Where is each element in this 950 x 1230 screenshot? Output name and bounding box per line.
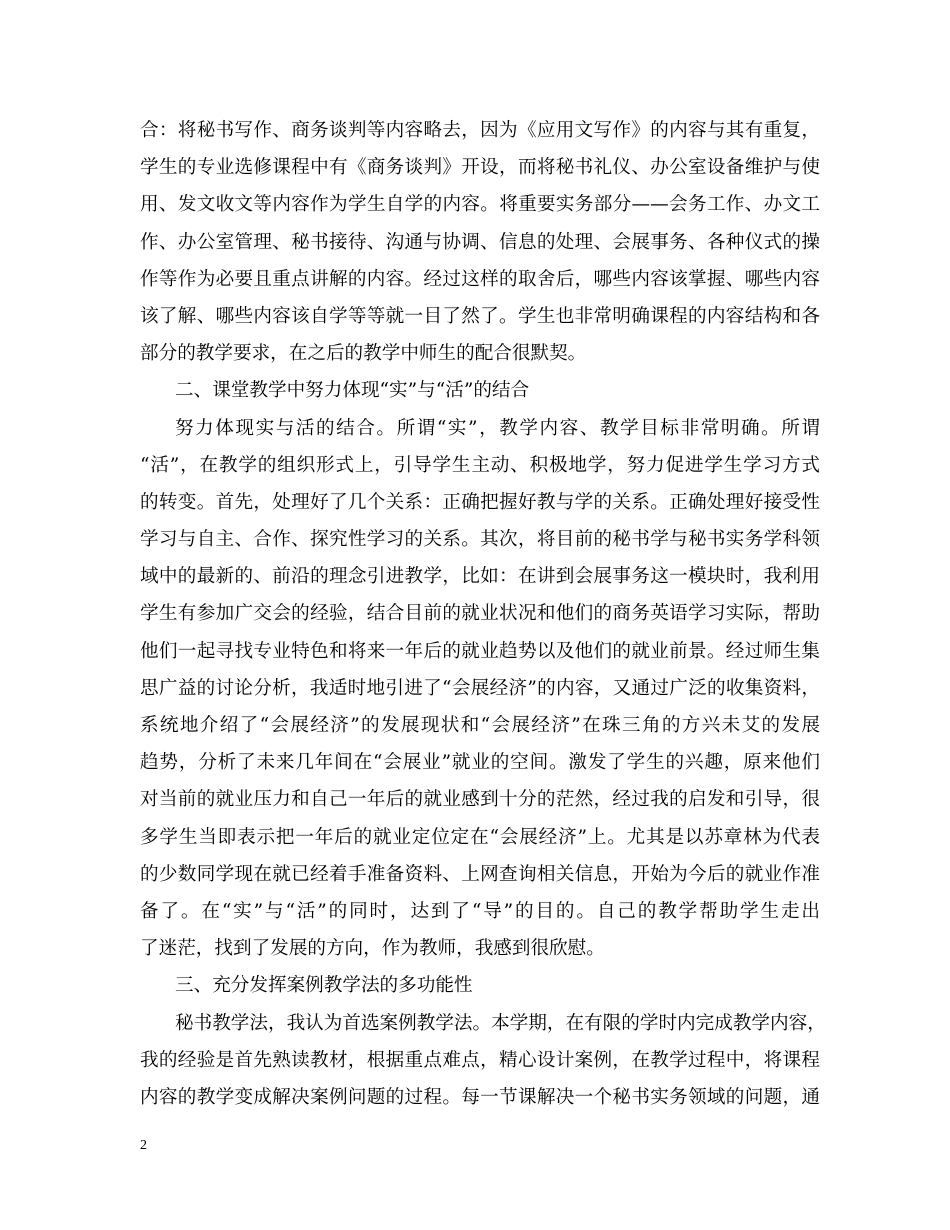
text-line: 合：将秘书写作、商务谈判等内容略去，因为《应用文写作》的内容与其有重复，: [140, 120, 820, 141]
text-line: “活”，在教学的组织形式上，引导学生主动、积极地学，努力促进学生学习方式: [140, 454, 820, 476]
text-line: 趋势，分析了未来几年间在“会展业”就业的空间。激发了学生的兴趣，原来他们: [140, 752, 820, 774]
text-line: 备了。在“实”与“活”的同时，达到了“导”的目的。自己的教学帮助学生走出: [140, 900, 820, 922]
text-line: 对当前的就业压力和自己一年后的就业感到十分的茫然，经过我的启发和引导，很: [140, 789, 820, 811]
text-line: 他们一起寻找专业特色和将来一年后的就业趋势以及他们的就业前景。经过师生集: [140, 640, 820, 662]
text-line: 系统地介绍了“会展经济”的发展现状和“会展经济”在珠三角的方兴未艾的发展: [140, 715, 820, 736]
text-line: 努力体现实与活的结合。所谓“实”，教学内容、教学目标非常明确。所谓: [175, 417, 820, 439]
text-line: 作等作为必要且重点讲解的内容。经过这样的取舍后，哪些内容该掌握、哪些内容: [140, 268, 820, 290]
section-heading: 三、充分发挥案例教学法的多功能性: [175, 975, 473, 997]
text-line: 用、发文收文等内容作为学生自学的内容。将重要实务部分——会务工作、办文工: [140, 194, 820, 216]
text-line: 该了解、哪些内容该自学等等就一目了然了。学生也非常明确课程的内容结构和各: [140, 305, 820, 327]
text-line: 了迷茫，找到了发展的方向，作为教师，我感到很欣慰。: [140, 938, 605, 960]
text-line: 学生有参加广交会的经验，结合目前的就业状况和他们的商务英语学习实际，帮助: [140, 603, 820, 625]
text-line: 域中的最新的、前沿的理念引进教学，比如：在讲到会展事务这一模块时，我利用: [140, 566, 820, 588]
text-line: 学生的专业选修课程中有《商务谈判》开设，而将秘书礼仪、办公室设备维护与使: [140, 157, 820, 179]
text-line: 作、办公室管理、秘书接待、沟通与协调、信息的处理、会展事务、各种仪式的操: [140, 231, 820, 253]
text-line: 秘书教学法，我认为首选案例教学法。本学期，在有限的学时内完成教学内容，: [175, 1012, 826, 1034]
text-line: 思广益的讨论分析，我适时地引进了“会展经济”的内容，又通过广泛的收集资料，: [140, 677, 820, 699]
text-line: 的少数同学现在就已经着手准备资料、上网查询相关信息，开始为今后的就业作准: [140, 863, 820, 885]
text-line: 的转变。首先，处理好了几个关系：正确把握好教与学的关系。正确处理好接受性: [140, 491, 820, 513]
text-line: 多学生当即表示把一年后的就业定位定在“会展经济”上。尤其是以苏章林为代表: [140, 826, 820, 848]
text-line: 内容的教学变成解决案例问题的过程。每一节课解决一个秘书实务领域的问题，通: [140, 1086, 820, 1108]
section-heading: 二、课堂教学中努力体现“实”与“活”的结合: [175, 380, 530, 402]
page-number: 2: [140, 1138, 147, 1153]
text-line: 部分的教学要求，在之后的教学中师生的配合很默契。: [140, 343, 587, 365]
text-line: 我的经验是首先熟读教材，根据重点难点，精心设计案例，在教学过程中，将课程: [140, 1049, 820, 1071]
text-line: 学习与自主、合作、探究性学习的关系。其次，将目前的秘书学与秘书实务学科领: [140, 529, 820, 551]
body-text: [140, 112, 826, 1116]
